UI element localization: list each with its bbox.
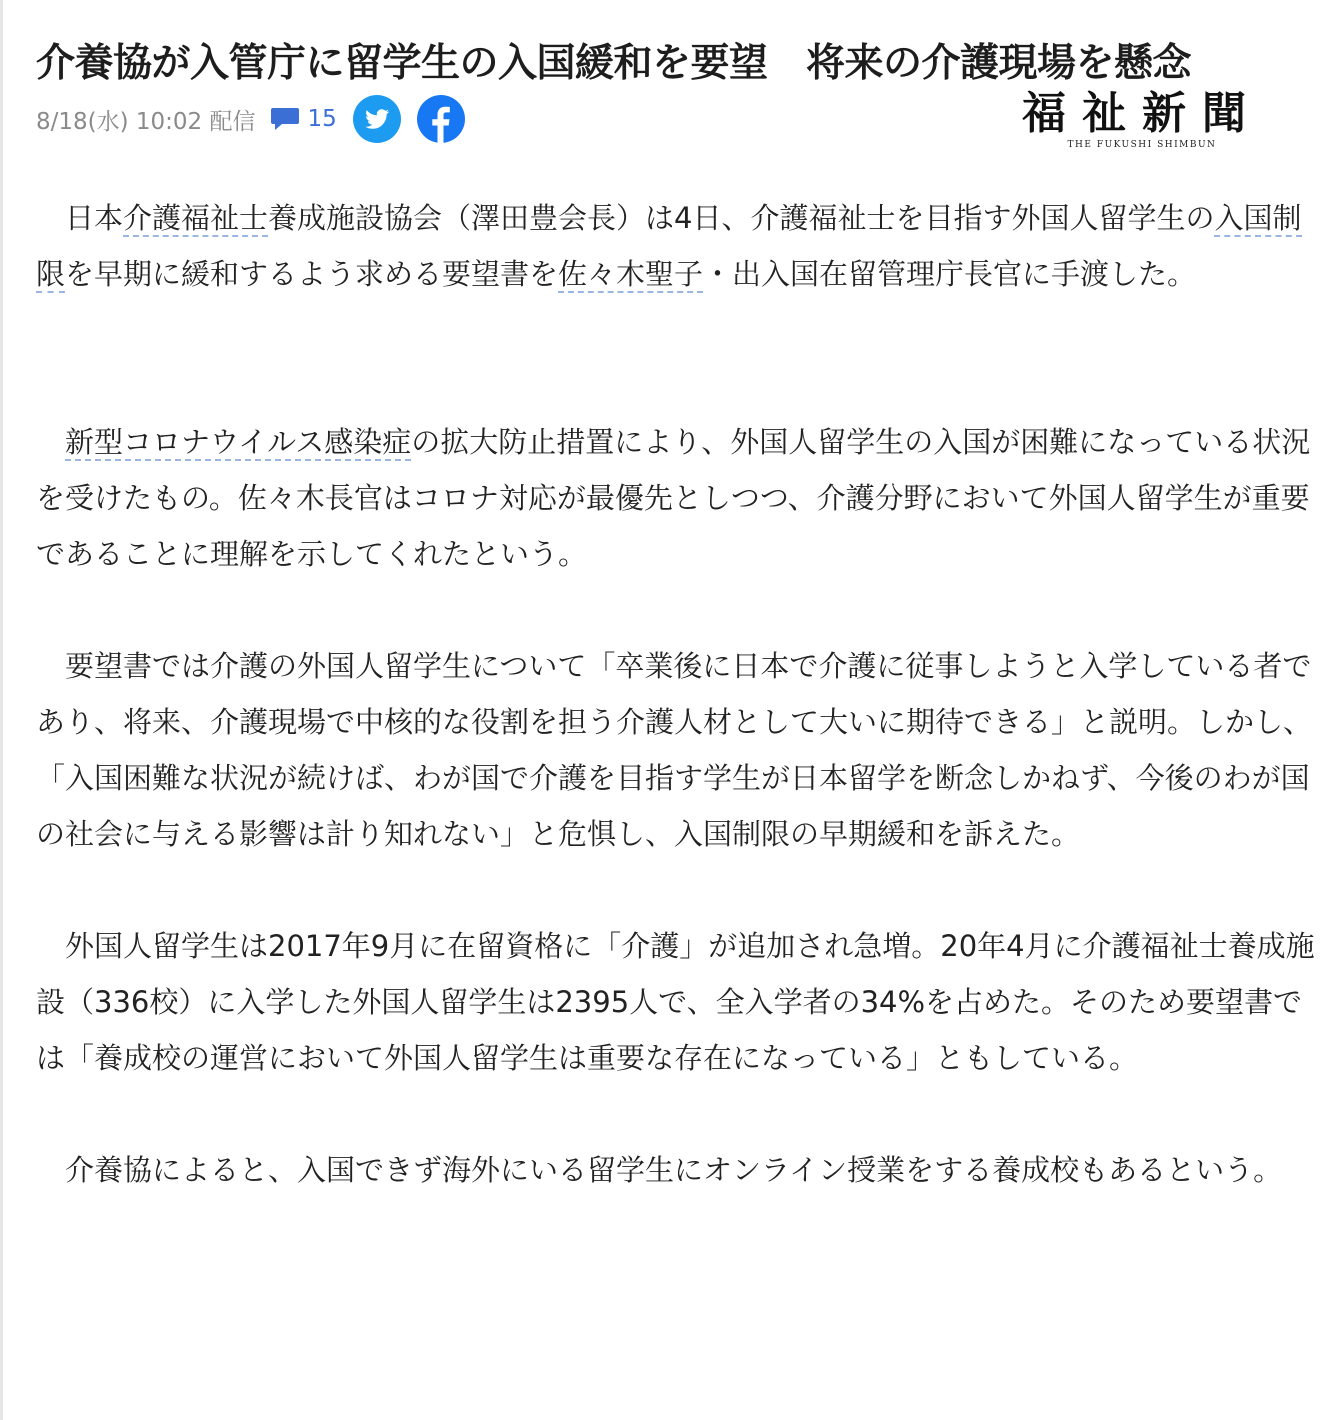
comment-count: 15 [307, 106, 337, 132]
keyword-link[interactable]: 入国制限 [36, 201, 1302, 291]
page-left-border [0, 0, 3, 1420]
keyword-link[interactable]: 介護福祉士 [123, 201, 269, 235]
keyword-link[interactable]: 佐々木聖子 [558, 257, 704, 291]
article-paragraph [36, 414, 1318, 582]
paragraph-text: 養成施設協会（澤田豊会長）は4日、介護福祉士を目指す外国人留学生の [268, 201, 1215, 235]
publisher-logo-title: 福祉新聞 [1022, 88, 1262, 139]
paragraph-text: を早期に緩和するよう求める要望書を [65, 257, 559, 291]
article-paragraph [36, 190, 1318, 302]
publish-date: 8/18(水) 10:02 配信 [36, 108, 256, 135]
article-paragraph: 外国人留学生は2017年9月に在留資格に「介護」が追加され急増。20年4月に介護福祉士養成施設（336校）に入学した外国人留学生は2395人で、全入学者の34%を占めた。そのため要望書では「養成校の運営において外国人留学生は重要な存在になっている」ともしている。 [36, 929, 1315, 1075]
publisher-logo[interactable] [986, 88, 1298, 152]
twitter-icon[interactable] [353, 95, 401, 143]
publisher-logo-subtitle: THE FUKUSHI SHIMBUN [1067, 140, 1217, 150]
article-meta [36, 96, 481, 142]
paragraph-text: ・出入国在留管理庁長官に手渡した。 [703, 257, 1197, 291]
article-headline: 介養協が入管庁に留学生の入国緩和を要望 将来の介護現場を懸念 [36, 41, 1192, 87]
facebook-icon[interactable] [417, 95, 465, 143]
keyword-link[interactable]: 新型コロナウイルス感染症 [65, 425, 412, 459]
comments-link[interactable] [270, 106, 337, 132]
article-body [36, 190, 1318, 1198]
paragraph-text: 日本 [65, 201, 124, 235]
article-paragraph: 介養協によると、入国できず海外にいる留学生にオンライン授業をする養成校もあるという。 [65, 1153, 1283, 1187]
paragraph-text: の拡大防止措置により、外国人留学生の入国が困難になっている状況を受けたもの。佐々木長官はコロナ対応が最優先としつつ、介護分野において外国人留学生が重要であることに理解を示してくれたという。 [36, 425, 1311, 571]
comment-icon [270, 106, 300, 132]
article-paragraph: 要望書では介護の外国人留学生について「卒業後に日本で介護に従事しようと入学している者であり、将来、介護現場で中核的な役割を担う介護人材として大いに期待できる」と説明。しかし、「入国困難な状況が続けば、わが国で介護を目指す学生が日本留学を断念しかねず、今後のわが国の社会に与える影響は計り知れない」と危惧し、入国制限の早期緩和を訴えた。 [36, 649, 1313, 851]
